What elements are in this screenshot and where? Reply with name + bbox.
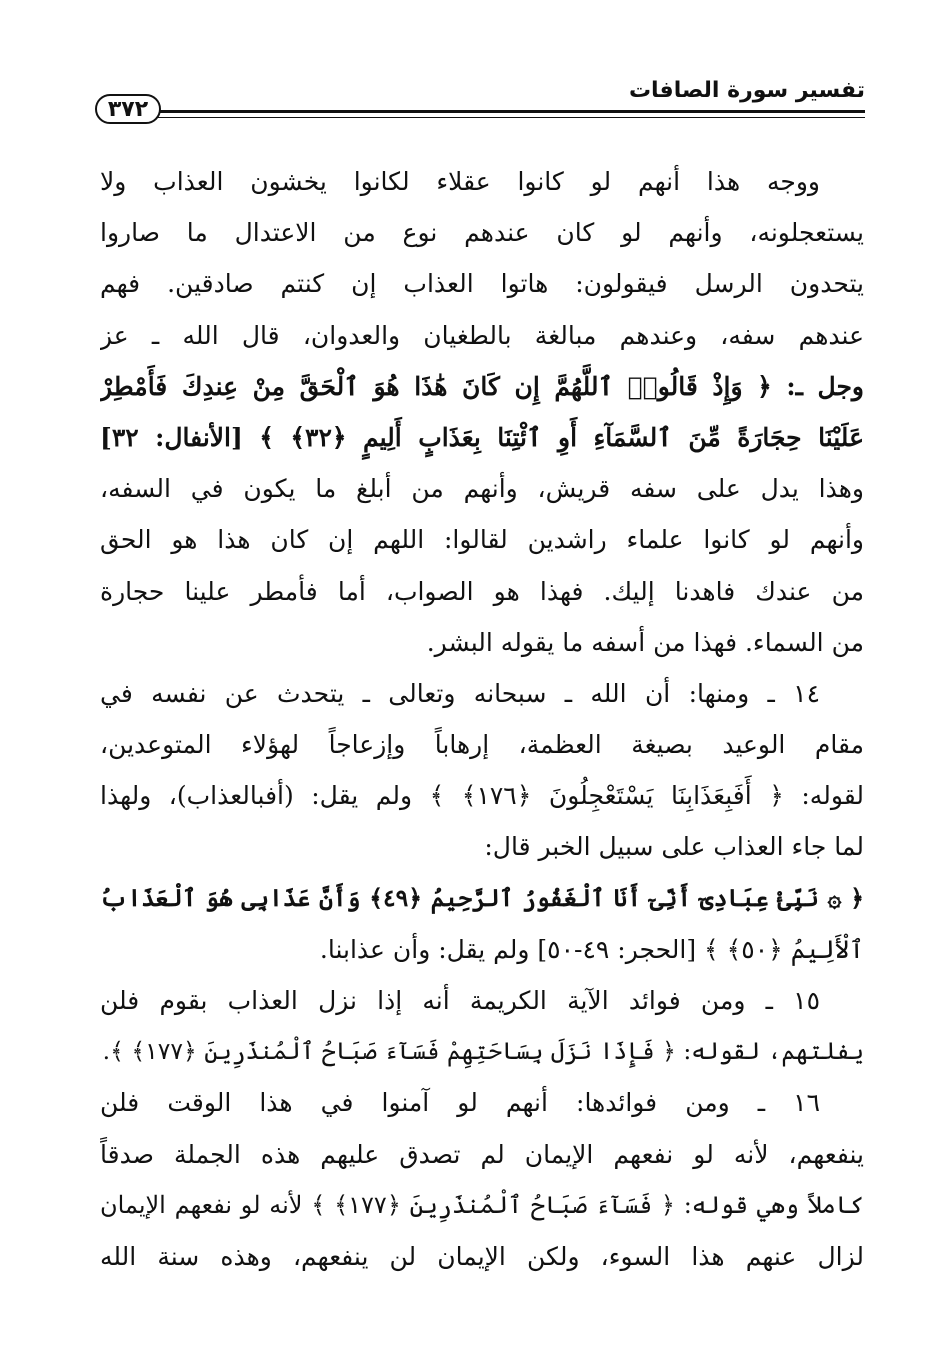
running-title: تفسير سورة الصافات xyxy=(628,78,865,103)
text-line: يستعجلونه، وأنهم لو كان عندهم نوع من الاعتدال ما صاروا xyxy=(100,218,864,248)
header-rule-thin xyxy=(155,117,865,118)
header-rule-thick xyxy=(155,110,865,113)
quran-verse-line: ﴿ ۞ نَبِّئْ عِبَادِىٓ أَنِّىٓ أَنَا ٱلْغَفُورُ ٱلرَّحِيمُ ﴿٤٩﴾ وَأَنَّ عَذَابِى هُوَ ٱلْعَذَابُ xyxy=(100,883,864,912)
page-header xyxy=(95,78,865,132)
text-line: عندهم سفه، وعندهم مبالغة بالطغيان والعدوان، قال الله ـ عز xyxy=(100,320,864,350)
text-line: لما جاء العذاب على سبيل الخبر قال: xyxy=(484,832,864,862)
text-line: ١٤ ـ ومنها: أن الله ـ سبحانه وتعالى ـ يتحدث عن نفسه في xyxy=(100,678,820,708)
text-line: وهذا يدل على سفه قريش، وأنهم من أبلغ ما يكون في السفه، xyxy=(100,474,864,504)
text-line: ١٦ ـ ومن فوائدها: أنهم لو آمنوا في هذا الوقت فلن xyxy=(100,1088,820,1118)
text-line: من السماء. فهذا من أسفه ما يقوله البشر. xyxy=(426,627,864,657)
quran-verse-line: عَلَيْنَا حِجَارَةً مِّنَ ٱلسَّمَآءِ أَوِ ٱئْتِنَا بِعَذَابٍ أَلِيمٍ ﴿٣٢﴾ ﴾ [الأنفال: ٣٢] xyxy=(100,422,864,452)
text-line: مقام الوعيد بصيغة العظمة، إرهاباً وإزعاجاً لهؤلاء المتوعدين، xyxy=(100,730,864,760)
text-line: ينفعهم، لأنه لو نفعهم الإيمان لم تصدق عليهم هذه الجملة صدقاً xyxy=(100,1139,864,1169)
text-line: لقوله: ﴿ أَفَبِعَذَابِنَا يَسْتَعْجِلُونَ ﴿١٧٦﴾ ﴾ ولم يقل: (أفبالعذاب)، ولهذا xyxy=(100,781,864,811)
text-line: يتحدون الرسل فيقولون: هاتوا العذاب إن كنتم صادقين. فهم xyxy=(100,269,864,299)
text-line: كاملاً وهي قوله: ﴿ فَسَآءَ صَبَاحُ ٱلْمُنذَرِينَ ﴿١٧٧﴾ ﴾ لأنه لو نفعهم الإيمان xyxy=(100,1190,864,1219)
text-line: يفلتهم، لقوله: ﴿ فَإِذَا نَزَلَ بِسَاحَتِهِمْ فَسَآءَ صَبَاحُ ٱلْمُنذَرِينَ ﴿١٧٧﴾ ﴾. xyxy=(102,1037,864,1066)
text-line: ١٥ ـ ومن فوائد الآية الكريمة أنه إذا نزل العذاب بقوم فلن xyxy=(100,986,820,1015)
text-line: من عندك فاهدنا إليك. فهذا هو الصواب، أما فأمطر علينا حجارة xyxy=(100,576,864,606)
quran-verse-line: ٱلْأَلِيمُ ﴿٥٠﴾ ﴾ [الحجر: ٤٩-٥٠] ولم يقل: وأن عذابنا. xyxy=(319,934,864,964)
body-text xyxy=(100,156,864,1282)
text-line: لزال عنهم هذا السوء، ولكن الإيمان لن ينفعهم، وهذه سنة الله xyxy=(100,1241,864,1271)
quran-verse-line: وجل ـ: ﴿ وَإِذْ قَالُوا۟ ٱللَّهُمَّ إِن كَانَ هَٰذَا هُوَ ٱلْحَقَّ مِنْ عِندِكَ فَأَمْطِرْ xyxy=(100,371,864,401)
text-line: ووجه هذا أنهم لو كانوا عقلاء لكانوا يخشون العذاب ولا xyxy=(100,167,820,196)
text-line: وأنهم لو كانوا علماء راشدين لقالوا: اللهم إن كان هذا هو الحق xyxy=(100,525,864,555)
page-number: ٣٧٢ xyxy=(95,94,161,124)
